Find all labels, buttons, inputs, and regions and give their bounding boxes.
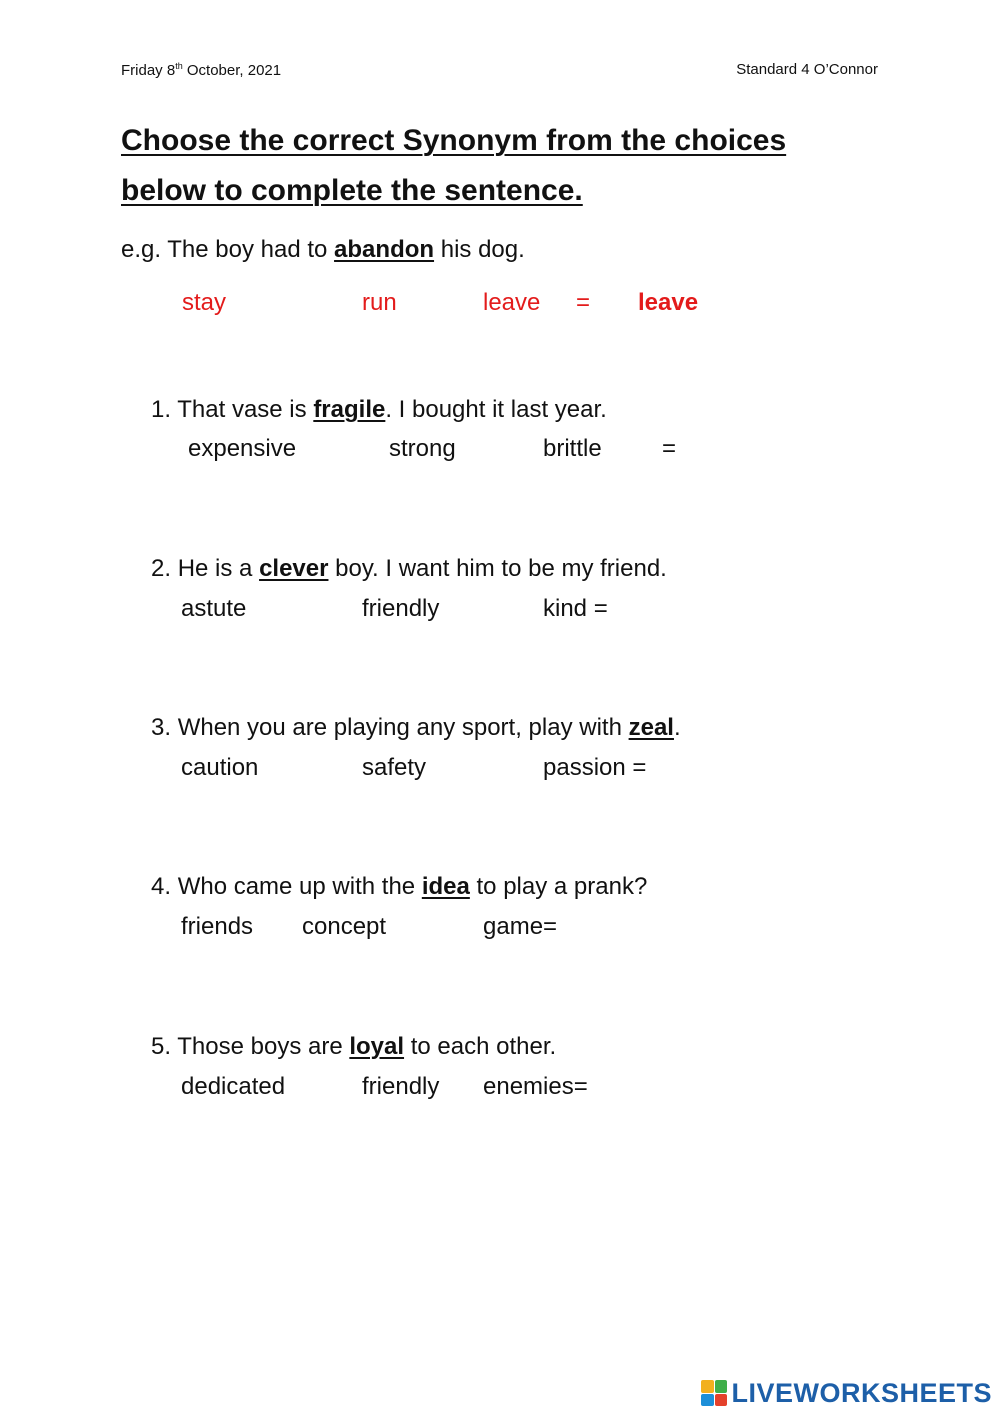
question-keyword: loyal [349, 1033, 405, 1060]
question-2-choice-2: friendly [362, 595, 440, 622]
question-text-after: to each other. [404, 1033, 557, 1060]
question-5-choice-3: enemies= [483, 1073, 588, 1100]
example-answer: leave [638, 289, 699, 316]
question-4-sentence [151, 873, 647, 901]
question-text-after: . I bought it last year. [385, 396, 607, 423]
question-text-before: He is a [177, 555, 260, 582]
question-keyword: zeal [628, 714, 674, 741]
date-line [121, 61, 281, 79]
page-title-line-2: below to complete the sentence. [121, 174, 583, 207]
question-number: 4. [151, 873, 172, 900]
question-3-choice-2: safety [362, 754, 427, 781]
liveworksheets-logo[interactable] [701, 1378, 992, 1408]
question-5-sentence [151, 1033, 556, 1061]
example-suffix: his dog. [434, 236, 525, 263]
question-number: 2. [151, 555, 172, 582]
question-2-choice-3: kind = [543, 595, 608, 622]
question-3-choice-1: caution [181, 754, 259, 781]
question-keyword: idea [421, 873, 470, 900]
question-number: 3. [151, 714, 172, 741]
question-1-choice-2: strong [389, 435, 456, 462]
question-text-before: When you are playing any sport, play with [177, 714, 629, 741]
question-3-choice-3: passion = [543, 754, 647, 781]
logo-icon [701, 1380, 727, 1406]
question-2-sentence [151, 555, 667, 583]
question-text-after: to play a prank? [469, 873, 648, 900]
page-title-line-1: Choose the correct Synonym from the choices [121, 124, 787, 157]
question-5-choice-2: friendly [362, 1073, 440, 1100]
example-prefix: e.g. The boy had to [121, 236, 335, 263]
question-1-choice-3: brittle [543, 435, 602, 462]
question-number: 1. [151, 396, 172, 423]
question-keyword: fragile [313, 396, 386, 423]
question-text-after: boy. I want him to be my friend. [328, 555, 667, 582]
question-4-choice-3: game= [483, 913, 558, 940]
question-2-choice-1: astute [181, 595, 247, 622]
question-4-choice-2: concept [302, 913, 387, 940]
date-suffix: October, 2021 [182, 62, 282, 79]
example-equals: = [576, 289, 591, 316]
date-superscript: th [175, 61, 183, 71]
example-choice-2: run [362, 289, 397, 316]
question-1-sentence [151, 396, 607, 424]
question-number: 5. [151, 1033, 172, 1060]
example-keyword: abandon [334, 236, 435, 263]
question-text-after: . [673, 714, 681, 741]
question-4-choice-1: friends [181, 913, 254, 940]
question-text-before: Who came up with the [177, 873, 422, 900]
class-name: Standard 4 O’Connor [736, 61, 878, 78]
example-sentence [121, 236, 525, 264]
question-3-sentence [151, 714, 681, 742]
example-choice-3: leave [483, 289, 541, 316]
question-5-choice-1: dedicated [181, 1073, 286, 1100]
question-1-choice-1: expensive [188, 435, 297, 462]
example-choice-1: stay [182, 289, 227, 316]
question-1-equals: = [662, 435, 677, 462]
question-text-before: That vase is [177, 396, 314, 423]
question-keyword: clever [259, 555, 329, 582]
question-text-before: Those boys are [177, 1033, 350, 1060]
date-prefix: Friday 8 [121, 62, 176, 79]
logo-text: LIVEWORKSHEETS [731, 1377, 992, 1408]
